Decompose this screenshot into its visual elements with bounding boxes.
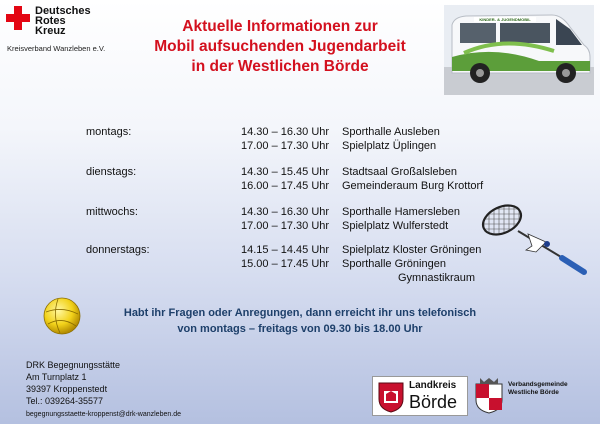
- schedule-place: Sporthalle Gröningen: [342, 258, 446, 270]
- landkreis-crest-icon: [377, 381, 405, 413]
- schedule-time: 14.30 – 16.30 Uhr: [241, 206, 330, 218]
- verbandsgemeinde-crest-icon: [474, 376, 504, 414]
- boerde-label: Börde: [409, 392, 458, 412]
- schedule-place: Sporthalle Ausleben: [342, 126, 440, 138]
- schedule-time: 17.00 – 17.30 Uhr: [241, 220, 330, 232]
- drk-logo-line-1: Deutsches: [35, 5, 91, 17]
- heading-line-3: in der Westlichen Börde: [191, 58, 369, 75]
- schedule-place: Spielplatz Wulferstedt: [342, 220, 449, 232]
- schedule-place: Stadtsaal Großalsleben: [342, 166, 457, 178]
- schedule-day-label: montags:: [86, 126, 132, 138]
- schedule-time: 17.00 – 17.30 Uhr: [241, 140, 330, 152]
- drk-logo-subtitle: Kreisverband Wanzleben e.V.: [7, 44, 106, 53]
- badminton-racket-icon: [474, 198, 590, 284]
- schedule-place: Gemeinderaum Burg Krottorf: [342, 180, 484, 192]
- verbandsgemeinde-label-line-2: Westliche Börde: [508, 389, 559, 396]
- schedule-place: Spielplatz Kloster Gröningen: [342, 244, 482, 256]
- landkreis-boerde-logo: [372, 376, 468, 416]
- van-illustration: [444, 5, 594, 95]
- schedule-time: 16.00 – 17.45 Uhr: [241, 180, 330, 192]
- schedule-time: 14.30 – 15.45 Uhr: [241, 166, 330, 178]
- schedule-place: Spielplatz Üplingen: [342, 140, 437, 152]
- address-email: begegnungsstaette-kroppenst@drk-wanzleben.de: [26, 411, 181, 418]
- schedule-place-extra: Gymnastikraum: [398, 272, 476, 284]
- address-phone: Tel.: 039264-35577: [26, 396, 104, 406]
- heading-line-1: Aktuelle Informationen zur: [182, 18, 378, 35]
- van-sign-text: KINDER- & JUGENDMOBIL: [479, 17, 531, 22]
- address-street: Am Turnplatz 1: [26, 372, 87, 382]
- schedule-day-label: donnerstags:: [86, 244, 150, 256]
- red-cross-icon: [6, 6, 30, 30]
- address-name: DRK Begegnungsstätte: [26, 360, 121, 370]
- schedule-day-label: dienstags:: [86, 166, 137, 178]
- schedule-place: Sporthalle Hamersleben: [342, 206, 461, 218]
- heading-line-2: Mobil aufsuchenden Jugendarbeit: [154, 38, 406, 55]
- address-city: 39397 Kroppenstedt: [26, 384, 108, 394]
- drk-logo-line-3: Kreuz: [35, 25, 66, 37]
- drk-logo-line-2: Rotes: [35, 15, 66, 27]
- contact-info-line-1: Habt ihr Fragen oder Anregungen, dann erreicht ihr uns telefonisch: [123, 307, 477, 319]
- schedule-time: 14.15 – 14.45 Uhr: [241, 244, 330, 256]
- verbandsgemeinde-label-line-1: Verbandsgemeinde: [508, 381, 568, 388]
- schedule-day-label: mittwochs:: [86, 206, 138, 218]
- youth-mobile-van-photo: [444, 5, 594, 95]
- schedule-time: 14.30 – 16.30 Uhr: [241, 126, 330, 138]
- schedule-time: 15.00 – 17.45 Uhr: [241, 258, 330, 270]
- landkreis-label: Landkreis: [409, 380, 457, 391]
- contact-info-line-2: von montags – freitags von 09.30 bis 18.00 Uhr: [177, 323, 423, 335]
- drk-logo: [6, 6, 122, 56]
